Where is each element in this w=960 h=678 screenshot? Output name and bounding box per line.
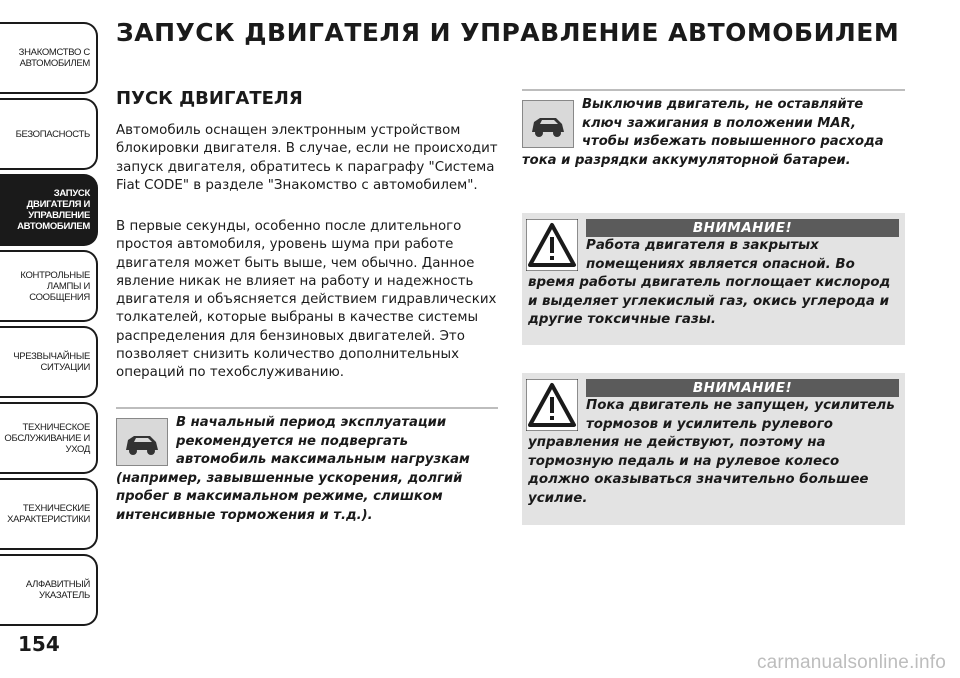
- note-text: Выключив двигатель, не оставляйте ключ зажигания в положении MAR, чтобы избежать повышенного расхода тока и разрядки аккумуляторной батареи.: [522, 97, 884, 168]
- warning-text: Пока двигатель не запущен, усилитель тормозов и усилитель рулевого управления не действуют, поэтому на тормозную педаль и на рулевое колесо должно оказываться значительно большее усилие.: [528, 398, 895, 506]
- tab-specifications[interactable]: [0, 478, 98, 550]
- paragraph: Автомобиль оснащен электронным устройством блокировки двигателя. В случае, если не происходит запуск двигателя, обратитесь к параграфу "Система Fiat CODE" в разделе "Знакомство с автомобилем".: [116, 123, 498, 193]
- chapter-title: ЗАПУСК ДВИГАТЕЛЯ И УПРАВЛЕНИЕ АВТОМОБИЛЕМ: [116, 18, 900, 47]
- warning-text: Работа двигателя в закрытых помещениях является опасной. Во время работы двигатель поглощает кислород и выделяет углекислый газ, окись углерода и другие токсичные газы.: [528, 238, 891, 328]
- car-icon: [116, 418, 168, 466]
- tab-emergency[interactable]: [0, 326, 98, 398]
- warning-triangle-icon: [526, 379, 578, 431]
- tab-label: КОНТРОЛЬНЫЕ ЛАМПЫ И СООБЩЕНИЯ: [20, 269, 90, 303]
- tab-maintenance[interactable]: [0, 402, 98, 474]
- divider: [116, 407, 498, 409]
- warning-heading: ВНИМАНИЕ!: [586, 219, 899, 237]
- tab-label: ЧРЕЗВЫЧАЙНЫЕ СИТУАЦИИ: [13, 351, 90, 373]
- paragraph: В первые секунды, особенно после длительного простоя автомобиля, уровень шума при работе двигателя может быть выше, чем обычно. Данное явление никак не влияет на работу и надежность двигателя и объясняется действием гидравлических толкателей, которые выбраны в качестве системы распределения для бензиновых двигателей. Это позволяет снизить количество дополнительных операций по техобслуживанию.: [116, 219, 497, 381]
- tab-label: ЗНАКОМСТВО С АВТОМОБИЛЕМ: [18, 47, 90, 69]
- note-left: [116, 414, 498, 525]
- section-title: ПУСК ДВИГАТЕЛЯ: [116, 88, 303, 109]
- warning-box: [522, 213, 905, 345]
- divider: [522, 89, 905, 91]
- watermark: carmanualsonline.info: [756, 652, 946, 673]
- warning-triangle-icon: [526, 219, 578, 271]
- warning-box: [522, 373, 905, 525]
- tab-safety[interactable]: [0, 98, 98, 170]
- note-text: В начальный период эксплуатации рекомендуется не подвергать автомобиль максимальным нагрузкам (например, завывшенные ускорения, долгий пробег в максимальном режиме, слишком интенсивные торможения и т.д.).: [116, 415, 470, 523]
- warning-heading: ВНИМАНИЕ!: [586, 379, 899, 397]
- tab-label: ТЕХНИЧЕСКОЕ ОБСЛУЖИВАНИЕ И УХОД: [4, 421, 90, 455]
- tab-intro[interactable]: [0, 22, 98, 94]
- tab-label: АЛФАВИТНЫЙ УКАЗАТЕЛЬ: [25, 579, 90, 601]
- tab-starting-driving[interactable]: [0, 174, 98, 246]
- car-icon: [522, 100, 574, 148]
- page-number: 154: [18, 632, 60, 656]
- tab-index[interactable]: [0, 554, 98, 626]
- tab-label: ТЕХНИЧЕСКИЕ ХАРАКТЕРИСТИКИ: [7, 503, 90, 525]
- tab-label: ЗАПУСК ДВИГАТЕЛЯ И УПРАВЛЕНИЕ АВТОМОБИЛЕМ: [17, 188, 90, 232]
- note-right: [522, 96, 905, 170]
- tab-warning-lights[interactable]: [0, 250, 98, 322]
- tab-label: БЕЗОПАСНОСТЬ: [15, 128, 90, 140]
